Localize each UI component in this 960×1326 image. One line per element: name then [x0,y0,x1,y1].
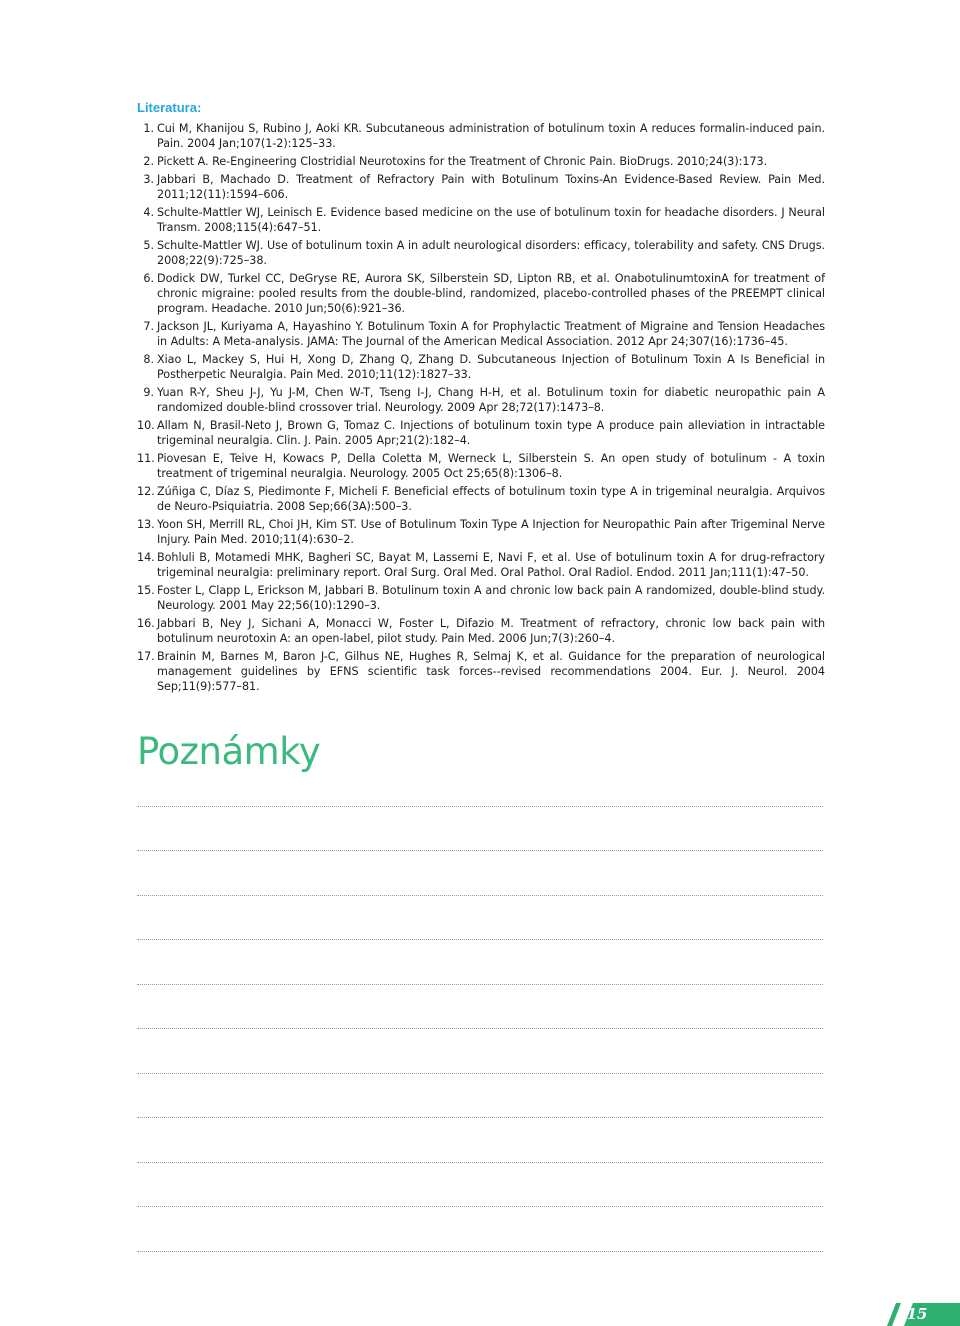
reference-text: Yuan R-Y, Sheu J-J, Yu J-M, Chen W-T, Tseng I-J, Chang H-H, et al. Botulinum toxin for diabetic neuropathic pain A randomized double-blind crossover trial. Neurology. 2009 Apr 28;72(17):1473–8. [157,386,825,414]
note-line [137,1117,823,1118]
reference-text: Pickett A. Re-Engineering Clostridial Neurotoxins for the Treatment of Chronic Pain. BioDrugs. 2010;24(3):173. [157,155,768,168]
reference-number: 10. [137,419,155,432]
reference-item [137,649,825,694]
reference-number: 2. [143,155,154,168]
reference-text: Piovesan E, Teive H, Kowacs P, Della Coletta M, Werneck L, Silberstein S. An open study of botulinum - A toxin treatment of trigeminal neuralgia. Neurology. 2005 Oct 25;65(8):1306–8. [157,452,825,480]
note-line [137,1028,823,1029]
page-number-badge [884,1303,960,1326]
note-line [137,984,823,985]
reference-number: 16. [137,617,155,630]
reference-item [137,451,825,481]
reference-text: Dodick DW, Turkel CC, DeGryse RE, Aurora SK, Silberstein SD, Lipton RB, et al. OnabotulinumtoxinA for treatment of chronic migraine: pooled results from the double-blind, randomized, placebo-controlled phases of the PREEMPT clinical program. Headache. 2010 Jun;50(6):921–36. [157,272,825,315]
reference-text: Jabbari B, Ney J, Sichani A, Monacci W, Foster L, Difazio M. Treatment of refractory, chronic low back pain with botulinum neurotoxin A: an open-label, pilot study. Pain Med. 2006 Jun;7(3):260–4. [157,617,825,645]
reference-item [137,121,825,151]
reference-number: 17. [137,650,155,663]
reference-item [137,271,825,316]
reference-item [137,484,825,514]
note-line [137,895,823,896]
reference-item [137,550,825,580]
reference-number: 4. [143,206,154,219]
reference-item [137,319,825,349]
reference-text: Xiao L, Mackey S, Hui H, Xong D, Zhang Q, Zhang D. Subcutaneous Injection of Botulinum Toxin A Is Beneficial in Postherpetic Neuralgia. Pain Med. 2010;11(12):1827–33. [157,353,825,381]
reference-item [137,418,825,448]
reference-item [137,583,825,613]
page-number: 15 [906,1305,928,1323]
reference-text: Brainin M, Barnes M, Baron J-C, Gilhus NE, Hughes R, Selmaj K, et al. Guidance for the preparation of neurological management guidelines by EFNS scientific task forces--revised recommendations 2004. Eur. J. Neurol. 2004 Sep;11(9):577–81. [157,650,825,693]
reference-item [137,238,825,268]
note-line [137,1206,823,1207]
note-line [137,1251,823,1252]
reference-number: 7. [143,320,154,333]
reference-item [137,616,825,646]
reference-text: Jackson JL, Kuriyama A, Hayashino Y. Botulinum Toxin A for Prophylactic Treatment of Migraine and Tension Headaches in Adults: A Meta-analysis. JAMA: The Journal of the American Medical Association. 2012 Apr 24;307(16):1736–45. [157,320,825,348]
reference-number: 9. [143,386,154,399]
reference-item [137,154,825,169]
reference-list [137,121,825,697]
note-line [137,1162,823,1163]
reference-text: Yoon SH, Merrill RL, Choi JH, Kim ST. Use of Botulinum Toxin Type A Injection for Neuropathic Pain after Trigeminal Nerve Injury. Pain Med. 2010;11(4):630–2. [157,518,825,546]
reference-text: Schulte-Mattler WJ. Use of botulinum toxin A in adult neurological disorders: efficacy, tolerability and safety. CNS Drugs. 2008;22(9):725–38. [157,239,825,267]
reference-text: Schulte-Mattler WJ, Leinisch E. Evidence based medicine on the use of botulinum toxin for headache disorders. J Neural Transm. 2008;115(4):647–51. [157,206,825,234]
note-line [137,939,823,940]
reference-text: Bohluli B, Motamedi MHK, Bagheri SC, Bayat M, Lassemi E, Navi F, et al. Use of botulinum toxin A for drug-refractory trigeminal neuralgia: preliminary report. Oral Surg. Oral Med. Oral Pathol. Oral Radiol. Endod. 2011 Jan;111(1):47–50. [157,551,825,579]
reference-text: Jabbari B, Machado D. Treatment of Refractory Pain with Botulinum Toxins-An Evidence-Based Review. Pain Med. 2011;12(11):1594–606. [157,173,825,201]
reference-number: 14. [137,551,155,564]
reference-text: Cui M, Khanijou S, Rubino J, Aoki KR. Subcutaneous administration of botulinum toxin A reduces formalin-induced pain. Pain. 2004 Jan;107(1-2):125–33. [157,122,825,150]
reference-item [137,352,825,382]
note-line [137,806,823,807]
note-line [137,1073,823,1074]
reference-item [137,385,825,415]
reference-text: Zúñiga C, Díaz S, Piedimonte F, Micheli F. Beneficial effects of botulinum toxin type A in trigeminal neuralgia. Arquivos de Neuro-Psiquiatria. 2008 Sep;66(3A):500–3. [157,485,825,513]
reference-number: 1. [143,122,154,135]
literature-heading: Literatura: [137,100,202,115]
reference-number: 15. [137,584,155,597]
reference-number: 8. [143,353,154,366]
reference-item [137,517,825,547]
reference-number: 5. [143,239,154,252]
note-line [137,850,823,851]
reference-item [137,172,825,202]
reference-item [137,205,825,235]
reference-text: Allam N, Brasil-Neto J, Brown G, Tomaz C. Injections of botulinum toxin type A produce pain alleviation in intractable trigeminal neuralgia. Clin. J. Pain. 2005 Apr;21(2):182–4. [157,419,825,447]
reference-number: 11. [137,452,155,465]
reference-number: 12. [137,485,155,498]
reference-text: Foster L, Clapp L, Erickson M, Jabbari B. Botulinum toxin A and chronic low back pain A randomized, double-blind study. Neurology. 2001 May 22;56(10):1290–3. [157,584,825,612]
reference-number: 3. [143,173,154,186]
notes-title: Poznámky [137,730,321,773]
reference-number: 6. [143,272,154,285]
reference-number: 13. [137,518,155,531]
